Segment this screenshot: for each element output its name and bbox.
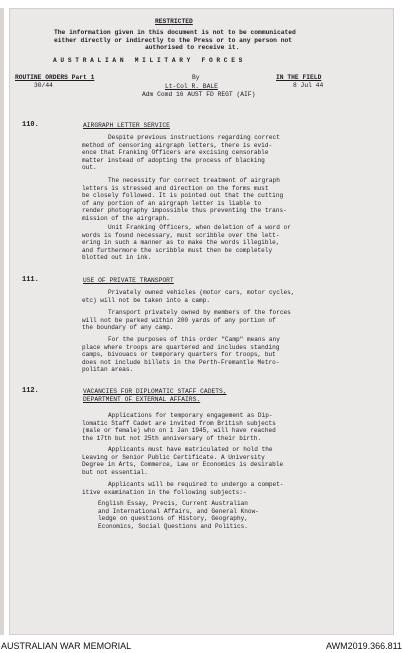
text-line: words is found necessary, must scribble over the lett- [82, 231, 280, 239]
section-paragraph [98, 500, 259, 530]
section-paragraph [82, 336, 280, 374]
command-name: Adm Comd 16 AUST FD REGT (AIF) [142, 91, 256, 98]
text-line: Leaving or Senior Public Certificate. A University [82, 453, 265, 461]
archive-footer [0, 638, 403, 653]
text-line: will not be parked within 200 yards of any portion of [82, 316, 276, 324]
force-title: A U S T R A L I A N M I L I T A R Y F O R C E S [53, 57, 243, 64]
text-line: and International Affairs, and General Know- [98, 507, 259, 515]
text-line: out. [82, 164, 97, 172]
order-date: 8 Jul 44 [293, 82, 324, 89]
text-line: matter instead of adopting the process of blacking [82, 156, 265, 164]
text-line: Privately owned vehicles (motor cars, motor cycles, [108, 289, 295, 296]
text-line: English Essay, Precis, Current Australian [98, 500, 248, 507]
text-line: mission of the airgraph. [82, 214, 170, 222]
text-line: ering in such a manner as to make the words illegible, [82, 239, 280, 247]
text-line: politan areas. [82, 366, 134, 374]
text-line: lomatic Staff Cadet are invited from British subjects [82, 419, 276, 427]
warning-line-2: either directly or indirectly to the Press or to any person not [54, 36, 293, 44]
orders-title: ROUTINE ORDERS Part 1 [15, 74, 95, 81]
section-paragraph [82, 177, 287, 222]
section-title: AIRGRAPH LETTER SERVICE [83, 122, 170, 129]
text-line: render photography impossible thus preventing the trans- [82, 207, 287, 215]
warning-line-3: authorised to receive it. [145, 44, 240, 51]
text-line: letters is stressed and direction on the forms must [82, 184, 269, 192]
text-line: the boundary of any camp. [82, 324, 174, 332]
text-line: Despite previous instructions regarding correct [108, 134, 280, 141]
text-line: ledge on questions of History, Geography, [98, 515, 248, 523]
text-line: of any portion of an airgraph letter is liable to [82, 199, 262, 207]
section-title: USE OF PRIVATE TRANSPORT [83, 277, 174, 284]
text-line: etc) will not be taken into a camp. [82, 296, 210, 304]
section-number: 110. [22, 121, 39, 129]
section-paragraph [82, 289, 295, 304]
text-line: The necessity for correct treatment of airgraph [108, 177, 280, 184]
text-line: blotted out in ink. [82, 254, 152, 262]
text-line: and furthermore the scribble must then be completely [82, 246, 273, 254]
section-paragraph [82, 224, 291, 262]
officer-name: Lt-Col R. BALE [165, 83, 218, 90]
text-line: but not essential. [82, 468, 148, 476]
text-line: (male or female) who on 1 Jan 1945, will have reached [82, 427, 276, 435]
text-line: method of censoring airgraph letters, there is evid- [82, 141, 273, 149]
section-paragraph [82, 134, 280, 172]
footer-institution: AUSTRALIAN WAR MEMORIAL [1, 641, 132, 651]
by-label: By [192, 74, 200, 81]
footer-accession-number: AWM2019.366.811 [325, 641, 402, 651]
location: IN THE FIELD [276, 74, 322, 81]
section-paragraph [82, 446, 283, 476]
text-line: camps, bivouacs or temporary quarters for troops, but [82, 351, 276, 359]
text-line: Economics, Social Questions and Politics. [98, 522, 248, 530]
section-paragraph [82, 412, 276, 442]
text-line: the 17th but not 25th anniversary of their birth. [82, 434, 262, 442]
classification-heading: RESTRICTED [155, 18, 193, 25]
text-line: does not include billets in the Perth-Fremantle Metro- [82, 358, 280, 366]
section-title-line-2: DEPARTMENT OF EXTERNAL AFFAIRS. [83, 396, 201, 403]
document-page [9, 8, 394, 635]
text-line: Applicants will be required to undergo a compet- [108, 481, 284, 488]
text-line: For the purposes of this order "Camp" means any [108, 336, 280, 343]
text-line: itive examination in the following subjects:- [82, 488, 247, 496]
section-number: 112. [22, 387, 39, 395]
section-paragraph [82, 309, 291, 332]
text-line: Applications for temporary engagement as Dip- [108, 412, 273, 419]
text-line: Degree in Arts, Commerce, Law or Economics is desirable [82, 461, 284, 469]
section-paragraph [82, 481, 284, 496]
text-line: Transport privately owned by members of the forces [108, 309, 291, 316]
text-line: Applicants must have matriculated or hold the [108, 446, 273, 453]
warning-line-1: The information given in this document is not to be communicated [54, 29, 296, 36]
text-line: be closely followed. It is pointed out that the cutting [82, 192, 284, 200]
section-title-line-1: VACANCIES FOR DIPLOMATIC STAFF CADETS, [83, 388, 227, 395]
section-number: 111. [22, 276, 39, 284]
text-line: Unit Franking Officers, when deletion of a word or [108, 224, 291, 231]
text-line: ence that Franking Officers are excising censorable [82, 149, 269, 157]
binding-strip [0, 8, 4, 635]
text-line: place where troops are quartered and includes standing [82, 343, 280, 351]
orders-number: 30/44 [34, 82, 53, 89]
